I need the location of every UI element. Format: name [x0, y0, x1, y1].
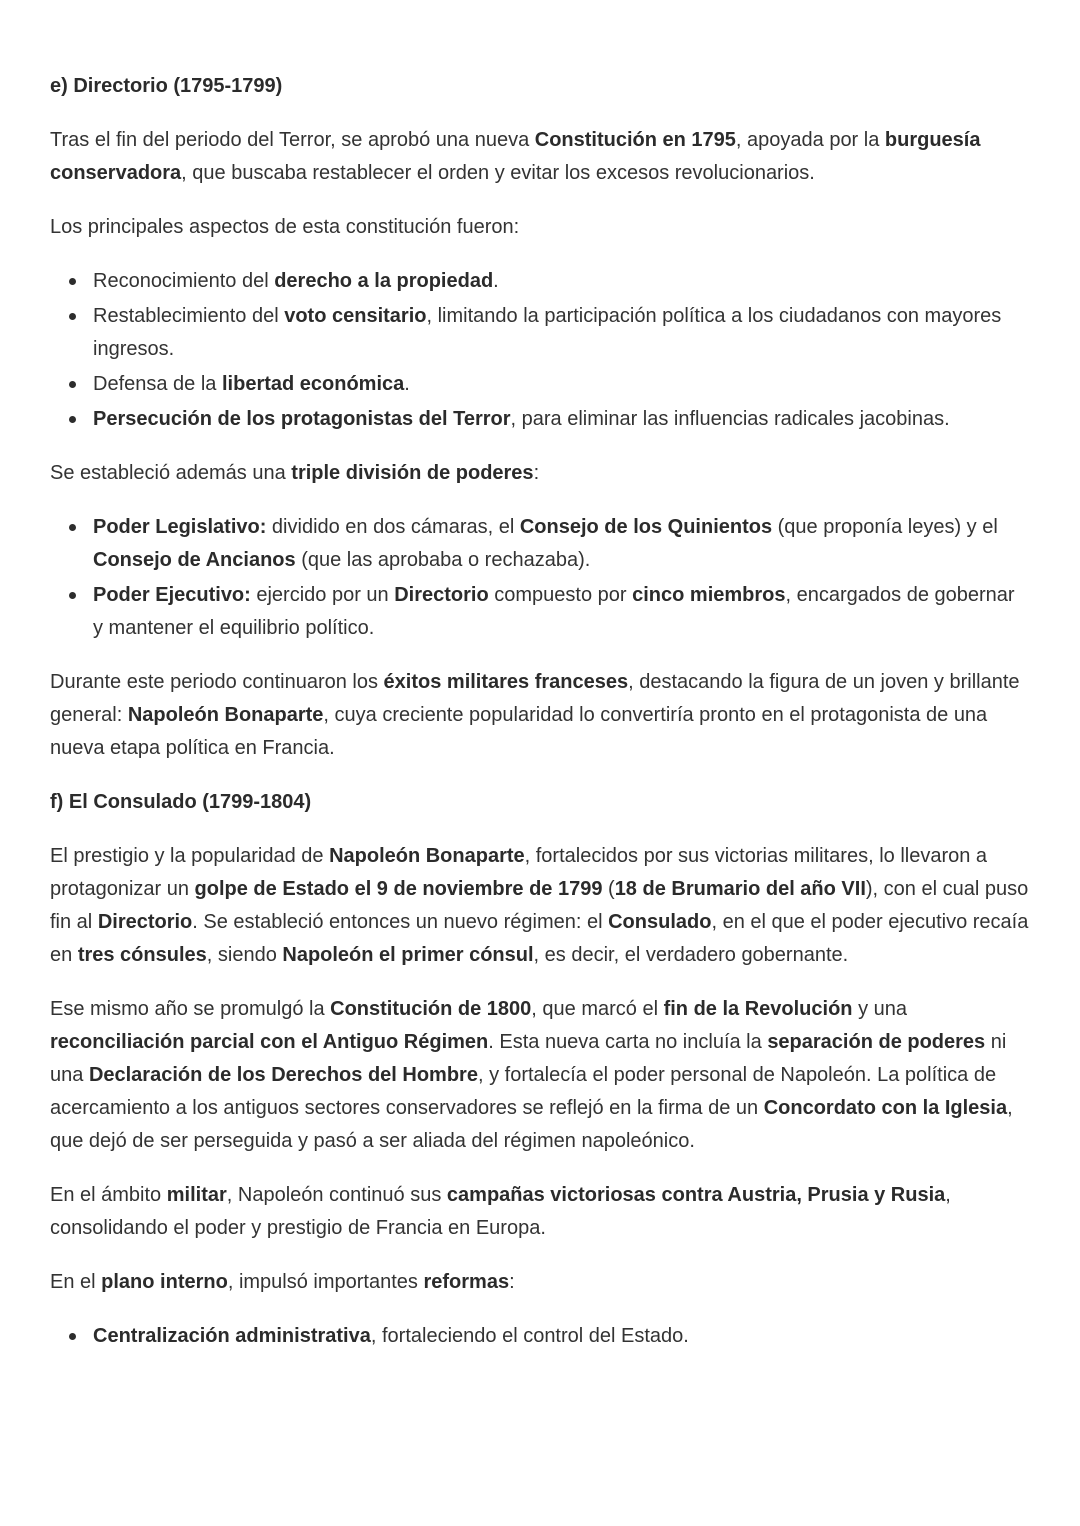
- bold-text-run: Centralización administrativa: [93, 1325, 371, 1347]
- bullet-list: [50, 1320, 1030, 1353]
- list-item: [93, 300, 1030, 366]
- text-run: ), con el cual puso fin al: [50, 878, 1029, 933]
- list-item: [93, 368, 1030, 401]
- text-run: . Esta nueva carta no incluía la: [488, 1031, 768, 1053]
- bold-text-run: Constitución de 1800: [330, 998, 532, 1020]
- section-heading: [50, 786, 1030, 819]
- bullet-list: [50, 265, 1030, 436]
- text-run: , consolidando el poder y prestigio de Francia en Europa.: [50, 1184, 951, 1239]
- text-run: , que dejó de ser perseguida y pasó a ser aliada del régimen napoleónico.: [50, 1097, 1013, 1152]
- list-item: [93, 403, 1030, 436]
- paragraph: [50, 1266, 1030, 1299]
- text-run: :: [509, 1271, 515, 1293]
- bold-text-run: e) Directorio (1795-1799): [50, 75, 283, 97]
- bullet-list: [50, 511, 1030, 645]
- text-run: El prestigio y la popularidad de: [50, 845, 330, 867]
- list-item: [93, 511, 1030, 577]
- text-run: En el ámbito: [50, 1184, 167, 1206]
- bold-text-run: Napoleón Bonaparte: [127, 704, 324, 726]
- bold-text-run: tres cónsules: [77, 944, 207, 966]
- text-run: , siendo: [206, 944, 283, 966]
- text-run: Se estableció además una: [50, 462, 292, 484]
- paragraph: [50, 211, 1030, 244]
- paragraph: [50, 666, 1030, 765]
- text-run: , y fortalecía el poder personal de Napoleón. La política de acercamiento a los antiguos sectores conservadores se reflejó en la firma de un: [50, 1064, 997, 1119]
- bold-text-run: Poder Legislativo:: [93, 516, 267, 538]
- bold-text-run: cinco miembros: [632, 584, 786, 606]
- bold-text-run: voto censitario: [284, 305, 427, 327]
- bold-text-run: Poder Ejecutivo:: [93, 584, 251, 606]
- paragraph: [50, 993, 1030, 1158]
- text-run: compuesto por: [488, 584, 633, 606]
- bold-text-run: derecho a la propiedad: [274, 270, 494, 292]
- bold-text-run: libertad económica: [221, 373, 405, 395]
- text-run: Durante este periodo continuaron los: [50, 671, 384, 693]
- bold-text-run: Consulado: [608, 911, 712, 933]
- document-content: [50, 70, 1030, 1353]
- bold-text-run: Directorio: [394, 584, 489, 606]
- text-run: , cuya creciente popularidad lo convertiría pronto en el protagonista de una nueva etapa política en Francia.: [50, 704, 988, 759]
- bold-text-run: separación de poderes: [767, 1031, 986, 1053]
- text-run: (: [602, 878, 615, 900]
- text-run: Los principales aspectos de esta constitución fueron:: [50, 216, 520, 238]
- section-heading: [50, 70, 1030, 103]
- text-run: (que proponía leyes) y el: [772, 516, 998, 538]
- bold-text-run: fin de la Revolución: [663, 998, 853, 1020]
- text-run: , que buscaba restablecer el orden y evitar los excesos revolucionarios.: [181, 162, 815, 184]
- text-run: Reconocimiento del: [93, 270, 275, 292]
- text-run: , encargados de gobernar y mantener el equilibrio político.: [93, 584, 1015, 639]
- list-item: [93, 1320, 1030, 1353]
- text-run: , es decir, el verdadero gobernante.: [533, 944, 849, 966]
- text-run: , en el que el poder ejecutivo recaía en: [50, 911, 1029, 966]
- bold-text-run: f) El Consulado (1799-1804): [50, 791, 312, 813]
- bold-text-run: éxitos militares franceses: [383, 671, 629, 693]
- text-run: Restablecimiento del: [93, 305, 285, 327]
- bold-text-run: reconciliación parcial con el Antiguo Régimen: [50, 1031, 489, 1053]
- list-item: [93, 579, 1030, 645]
- paragraph: [50, 124, 1030, 190]
- bold-text-run: Consejo de Ancianos: [93, 549, 296, 571]
- bold-text-run: plano interno: [101, 1271, 228, 1293]
- text-run: , destacando la figura de un joven y brillante general:: [50, 671, 1020, 726]
- bold-text-run: Declaración de los Derechos del Hombre: [88, 1064, 478, 1086]
- bold-text-run: burguesía conservadora: [50, 129, 981, 184]
- text-run: ejercido por un: [250, 584, 395, 606]
- list-item: [93, 265, 1030, 298]
- text-run: y una: [852, 998, 907, 1020]
- text-run: En el: [50, 1271, 102, 1293]
- text-run: , Napoleón continuó sus: [226, 1184, 447, 1206]
- bold-text-run: Napoleón Bonaparte: [329, 845, 525, 867]
- text-run: .: [404, 373, 410, 395]
- text-run: , que marcó el: [531, 998, 664, 1020]
- text-run: dividido en dos cámaras, el: [266, 516, 520, 538]
- bold-text-run: Napoleón el primer cónsul: [282, 944, 534, 966]
- bold-text-run: Consejo de los Quinientos: [519, 516, 773, 538]
- text-run: , para eliminar las influencias radicales jacobinas.: [510, 408, 950, 430]
- text-run: . Se estableció entonces un nuevo régimen: el: [192, 911, 609, 933]
- text-run: , fortaleciendo el control del Estado.: [370, 1325, 689, 1347]
- text-run: .: [493, 270, 499, 292]
- bold-text-run: 18 de Brumario del año VII: [614, 878, 866, 900]
- text-run: , fortalecidos por sus victorias militares, lo llevaron a protagonizar un: [50, 845, 988, 900]
- bold-text-run: militar: [166, 1184, 227, 1206]
- text-run: Tras el fin del periodo del Terror, se aprobó una nueva: [50, 129, 535, 151]
- text-run: :: [533, 462, 540, 484]
- bold-text-run: campañas victoriosas contra Austria, Prusia y Rusia: [446, 1184, 946, 1206]
- bold-text-run: Directorio: [97, 911, 193, 933]
- bold-text-run: triple división de poderes: [291, 462, 534, 484]
- bold-text-run: reformas: [423, 1271, 510, 1293]
- bold-text-run: Persecución de los protagonistas del Terror: [93, 408, 511, 430]
- text-run: ni una: [50, 1031, 1007, 1086]
- paragraph: [50, 840, 1030, 972]
- paragraph: [50, 457, 1030, 490]
- text-run: , impulsó importantes: [227, 1271, 424, 1293]
- text-run: Defensa de la: [93, 373, 222, 395]
- text-run: (que las aprobaba o rechazaba).: [295, 549, 591, 571]
- bold-text-run: golpe de Estado el 9 de noviembre de 1799: [194, 878, 603, 900]
- bold-text-run: Concordato con la Iglesia: [763, 1097, 1008, 1119]
- text-run: , limitando la participación política a los ciudadanos con mayores ingresos.: [93, 305, 1002, 360]
- text-run: Ese mismo año se promulgó la: [50, 998, 331, 1020]
- paragraph: [50, 1179, 1030, 1245]
- bold-text-run: Constitución en 1795: [534, 129, 736, 151]
- text-run: , apoyada por la: [735, 129, 885, 151]
